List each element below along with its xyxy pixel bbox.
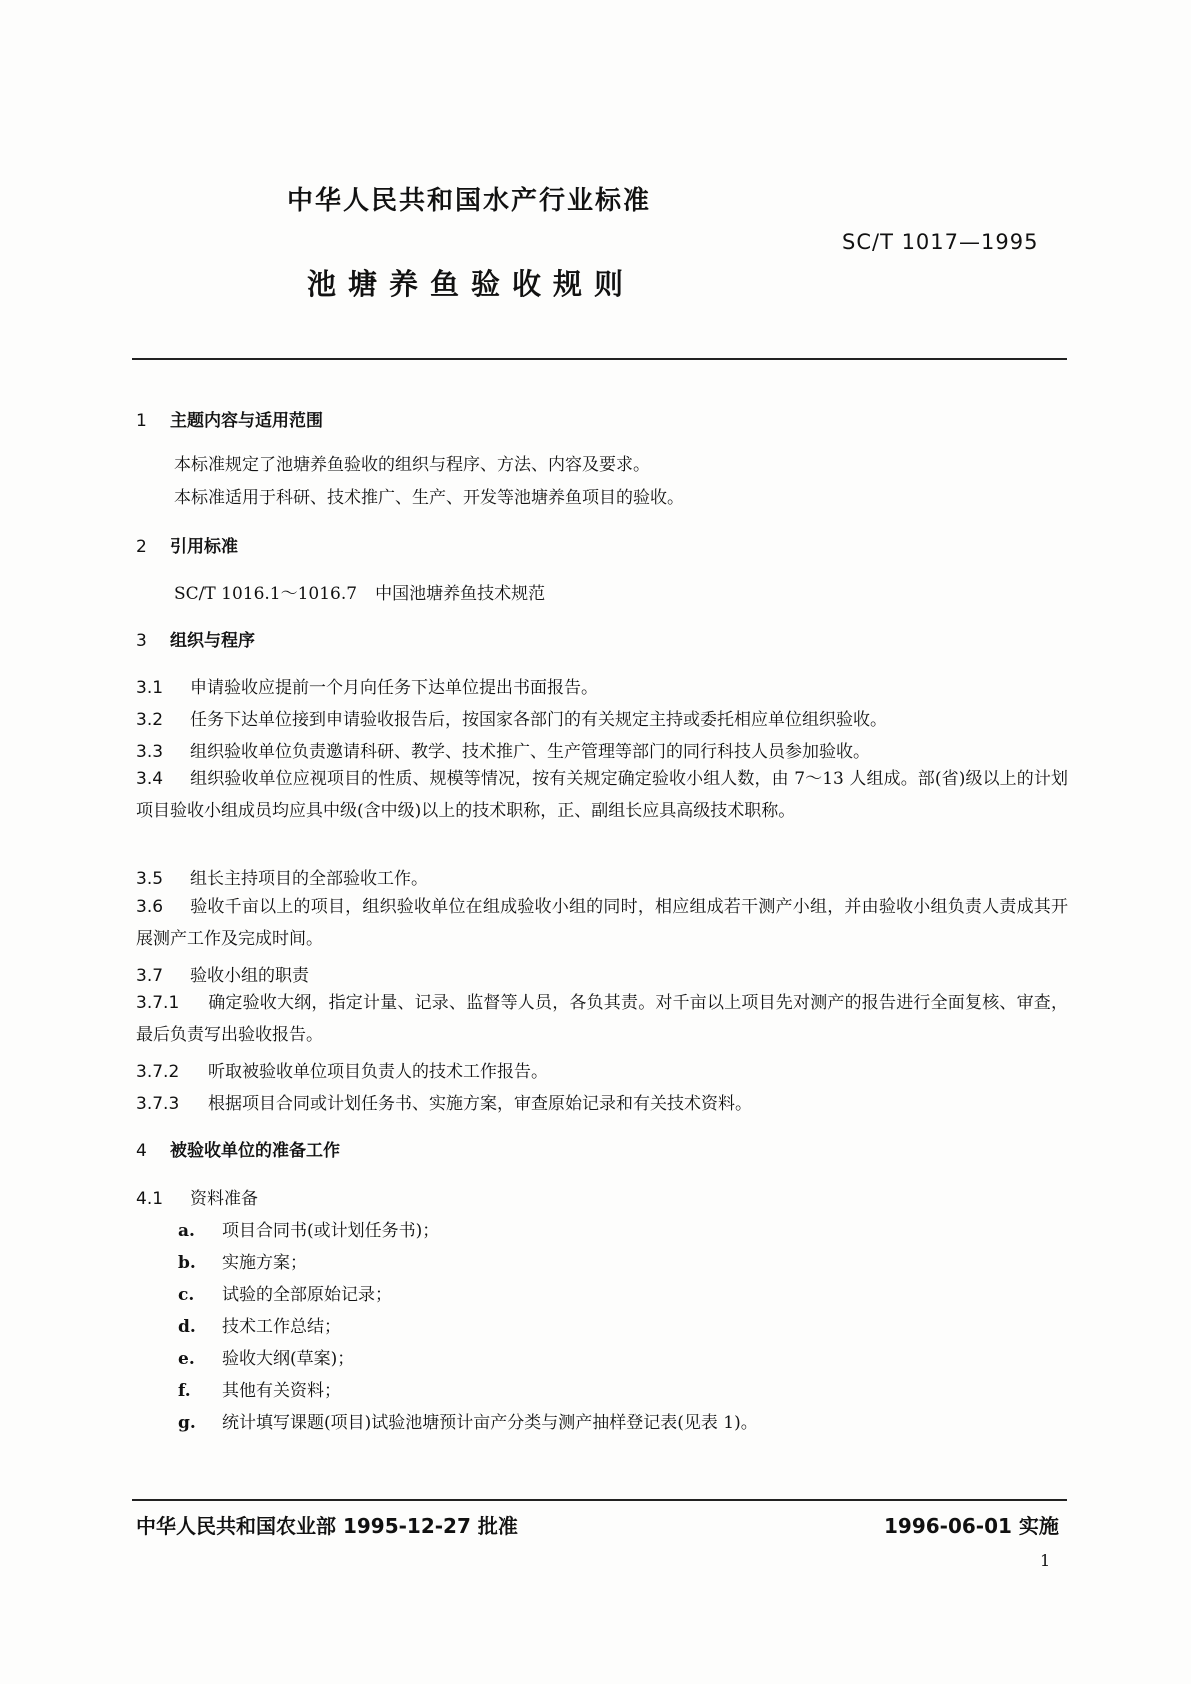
- normative-reference: [174, 579, 545, 604]
- list-text: 项目合同书(或计划任务书)；: [222, 1221, 440, 1241]
- clause-number: 3.5: [136, 869, 164, 889]
- list-marker: e.: [178, 1349, 195, 1369]
- paragraph: 本标准规定了池塘养鱼验收的组织与程序、方法、内容及要求。: [174, 455, 650, 475]
- clause-text: 根据项目合同或计划任务书、实施方案，审查原始记录和有关技术资料。: [208, 1094, 752, 1114]
- clause-text: 组织验收单位负责邀请科研、教学、技术推广、生产管理等部门的同行科技人员参加验收。: [190, 742, 870, 762]
- approval-line: 中华人民共和国农业部 1995-12-27 批准: [136, 1514, 518, 1538]
- clause-3-5: [136, 864, 428, 889]
- reference-code: SC/T 1016.1～1016.7: [174, 584, 358, 604]
- clause-text: 组织验收单位应视项目的性质、规模等情况，按有关规定确定验收小组人数，由 7～13 人组成。部(省)级以上的计划项目验收小组成员均应具中级(含中级)以上的技术职称，正、副组长应具高级技术职称。: [136, 769, 1068, 821]
- list-marker: g.: [178, 1413, 196, 1433]
- section-2-heading: [136, 532, 238, 557]
- list-marker: f.: [178, 1381, 191, 1401]
- list-marker: a.: [178, 1221, 195, 1241]
- list-text: 验收大纲(草案)；: [222, 1349, 355, 1369]
- list-text: 其他有关资料；: [222, 1381, 341, 1401]
- clause-text: 任务下达单位接到申请验收报告后，按国家各部门的有关规定主持或委托相应单位组织验收。: [190, 710, 887, 730]
- clause-3-4: [136, 763, 1068, 827]
- effective-date: 1996-06-01 实施: [884, 1514, 1059, 1538]
- clause-number: 3.2: [136, 710, 164, 730]
- list-item: [178, 1248, 307, 1273]
- clause-text: 组长主持项目的全部验收工作。: [190, 869, 428, 889]
- clause-4-1: [136, 1184, 258, 1209]
- clause-number: 3.7.3: [136, 1094, 180, 1114]
- clause-3-7-1: [136, 987, 1068, 1051]
- list-text: 统计填写课题(项目)试验池塘预计亩产分类与测产抽样登记表(见表 1)。: [222, 1413, 758, 1433]
- document-title: 池塘养鱼验收规则: [307, 267, 636, 301]
- list-item: [178, 1312, 341, 1337]
- list-item: [178, 1408, 758, 1433]
- section-4-heading: [136, 1136, 340, 1161]
- clause-number: 3.7.2: [136, 1062, 180, 1082]
- list-marker: d.: [178, 1317, 196, 1337]
- list-item: [178, 1216, 439, 1241]
- clause-number: 3.7: [136, 966, 164, 986]
- clause-number: 4.1: [136, 1189, 164, 1209]
- clause-text: 验收小组的职责: [190, 966, 309, 986]
- clause-number: 3.7.1: [136, 993, 180, 1013]
- clause-number: 3.3: [136, 742, 164, 762]
- list-item: [178, 1376, 341, 1401]
- header-divider: [132, 358, 1067, 360]
- list-text: 实施方案；: [222, 1253, 307, 1273]
- clause-3-7-2: [136, 1057, 548, 1082]
- reference-title: 中国池塘养鱼技术规范: [375, 584, 546, 604]
- clause-3-7: [136, 961, 309, 986]
- clause-3-3: [136, 737, 870, 762]
- clause-text: 资料准备: [190, 1189, 258, 1209]
- industry-standard-heading: 中华人民共和国水产行业标准: [287, 186, 652, 216]
- section-title: 主题内容与适用范围: [170, 411, 323, 431]
- standard-code: SC/T 1017—1995: [842, 230, 1039, 254]
- clause-text: 听取被验收单位项目负责人的技术工作报告。: [208, 1062, 548, 1082]
- list-marker: c.: [178, 1285, 195, 1305]
- list-text: 技术工作总结；: [222, 1317, 341, 1337]
- clause-text: 申请验收应提前一个月向任务下达单位提出书面报告。: [190, 678, 598, 698]
- clause-3-1: [136, 673, 598, 698]
- clause-3-7-3: [136, 1089, 752, 1114]
- section-title: 引用标准: [170, 537, 238, 557]
- list-text: 试验的全部原始记录；: [222, 1285, 392, 1305]
- clause-3-6: [136, 891, 1068, 955]
- list-item: [178, 1280, 392, 1305]
- section-title: 被验收单位的准备工作: [170, 1141, 340, 1161]
- section-number: 1: [136, 411, 147, 431]
- clause-text: 确定验收大纲，指定计量、记录、监督等人员，各负其责。对千亩以上项目先对测产的报告进行全面复核、审查，最后负责写出验收报告。: [136, 993, 1068, 1045]
- section-number: 4: [136, 1141, 147, 1161]
- clause-number: 3.4: [136, 769, 164, 789]
- section-3-heading: [136, 626, 255, 651]
- list-item: [178, 1344, 354, 1369]
- section-number: 2: [136, 537, 147, 557]
- clause-3-2: [136, 705, 887, 730]
- clause-number: 3.1: [136, 678, 164, 698]
- page-number: 1: [1040, 1551, 1051, 1570]
- paragraph: 本标准适用于科研、技术推广、生产、开发等池塘养鱼项目的验收。: [174, 488, 684, 508]
- section-title: 组织与程序: [170, 631, 255, 651]
- section-1-heading: [136, 406, 323, 431]
- clause-number: 3.6: [136, 897, 164, 917]
- list-marker: b.: [178, 1253, 196, 1273]
- clause-text: 验收千亩以上的项目，组织验收单位在组成验收小组的同时，相应组成若干测产小组，并由验收小组负责人责成其开展测产工作及完成时间。: [136, 897, 1068, 949]
- footer-divider: [132, 1499, 1067, 1501]
- section-number: 3: [136, 631, 147, 651]
